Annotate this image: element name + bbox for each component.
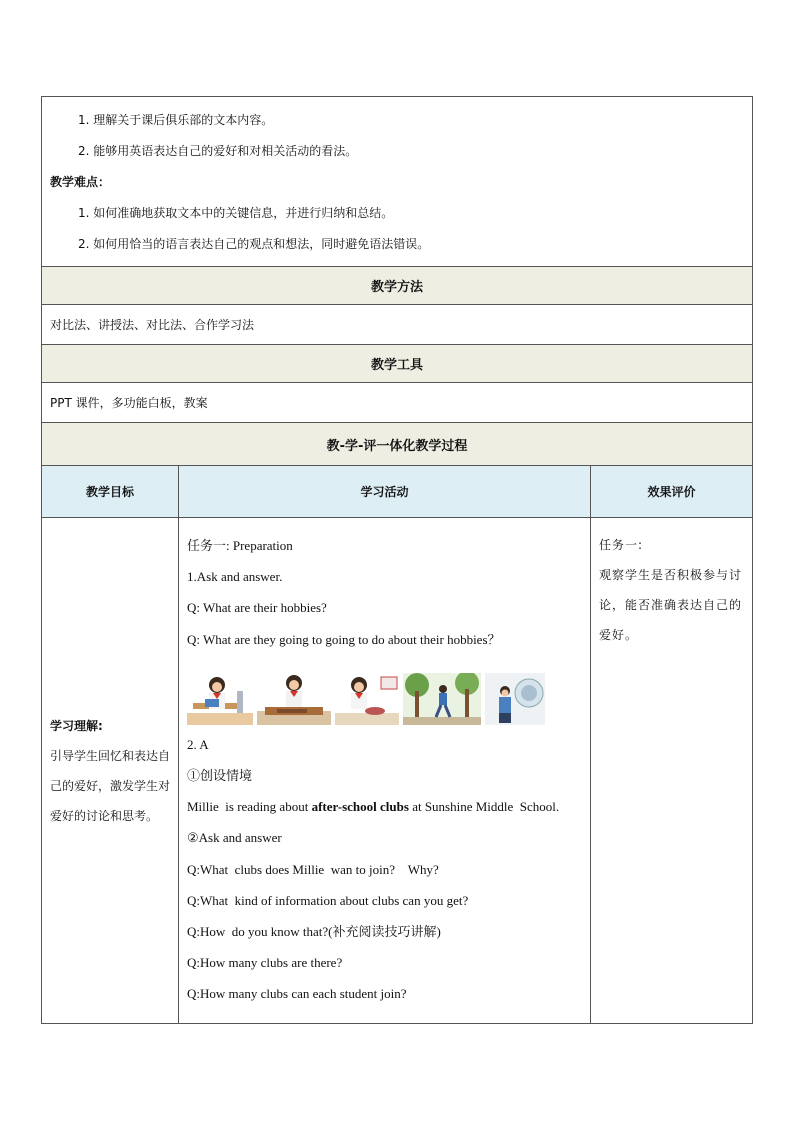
objectives-row — [42, 97, 753, 267]
tools-header-row — [42, 345, 753, 383]
hobby-illustrations — [187, 667, 590, 725]
goal-label: 学习理解: — [50, 718, 103, 733]
science-boy-illustration — [485, 673, 545, 725]
lesson-plan — [41, 96, 752, 1024]
column-header-row — [42, 466, 753, 518]
objective-item: 1. 理解关于课后俱乐部的文本内容。 — [78, 113, 274, 127]
objective-item: 2. 能够用英语表达自己的爱好和对相关活动的看法。 — [78, 144, 358, 158]
difficulty-label: 教学难点： — [50, 175, 111, 189]
sub-step-1: ①创设情境 — [187, 767, 253, 783]
step2: 2. A — [187, 736, 209, 752]
question-1: Q: What are their hobbies? — [187, 600, 327, 616]
question-7: Q:How many clubs can each student join? — [187, 986, 407, 1002]
lesson-table — [41, 96, 753, 1024]
cooking-girl-illustration — [335, 673, 399, 725]
methods-content-row — [42, 305, 753, 345]
goal-text: 引导学生回忆和表达自己的爱好，激发学生对爱好的讨论和思考。 — [50, 748, 171, 823]
tools-content-row — [42, 383, 753, 423]
process-header-row — [42, 423, 753, 466]
reading-post: at Sunshine Middle School. — [408, 799, 560, 815]
step1: 1.Ask and answer. — [187, 569, 283, 585]
reading-girl-illustration — [187, 673, 253, 725]
task1-title — [187, 530, 590, 561]
task1-text: 任务一: Preparation — [187, 538, 293, 553]
question-5: Q:How do you know that?(补充阅读技巧讲解) — [187, 923, 441, 939]
tools-content: PPT 课件，多功能白板，教案 — [42, 383, 753, 423]
question-2: Q: What are they going to going to do about their hobbies？ — [187, 631, 501, 647]
question-4: Q:What kind of information about clubs can you get? — [187, 892, 469, 908]
question-6: Q:How many clubs are there? — [187, 955, 343, 971]
sub-step-2: ②Ask and answer — [187, 830, 282, 846]
tools-title: 教学工具 — [42, 345, 753, 383]
difficulty-item: 1. 如何准确地获取文本中的关键信息，并进行归纳和总结。 — [78, 206, 394, 220]
methods-content: 对比法、讲授法、对比法、合作学习法 — [42, 305, 753, 345]
col-goal-header: 教学目标 — [42, 466, 179, 518]
process-title: 教-学-评一体化教学过程 — [42, 423, 753, 466]
reading-context — [187, 791, 590, 822]
evaluation-cell — [591, 518, 753, 1024]
goal-cell — [42, 518, 179, 1024]
reading-pre: Millie is reading about — [187, 799, 312, 815]
activity-cell — [179, 518, 591, 1024]
reading-bold: after-school clubs — [311, 799, 409, 815]
difficulty-item: 2. 如何用恰当的语言表达自己的观点和想法，同时避免语法错误。 — [78, 237, 430, 251]
col-eval-header: 效果评价 — [591, 466, 753, 518]
objectives-cell — [42, 97, 753, 267]
process-body-row — [42, 518, 753, 1024]
evaluation-text: 观察学生是否积极参与讨论，能否准确表达自己的爱好。 — [599, 568, 743, 642]
methods-title: 教学方法 — [42, 267, 753, 305]
evaluation-task: 任务一: — [599, 538, 644, 552]
running-boy-illustration — [403, 673, 481, 725]
col-activity-header: 学习活动 — [179, 466, 591, 518]
drawing-girl-illustration — [257, 673, 331, 725]
question-3: Q:What clubs does Millie wan to join? Why? — [187, 861, 439, 877]
methods-header-row — [42, 267, 753, 305]
